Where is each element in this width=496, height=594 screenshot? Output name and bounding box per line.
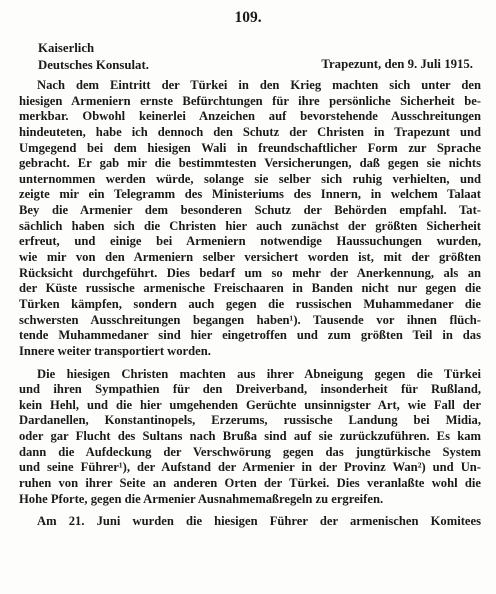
paragraph-gap [19, 360, 481, 367]
paragraph-gap [19, 507, 481, 514]
text-line: und seine Führer¹), der Aufstand der Armenier in der Provinz Wan²) und Un- [19, 460, 481, 475]
text-line: hiesigen Armeniern ernste Befürchtungen für ihre persönliche Sicherheit be- [19, 93, 481, 108]
text-line: unternommen werden würde, solange sie selber sich ruhig verhielten, und [19, 171, 481, 186]
text-line: merkbar. Obwohl keinerlei Anzeichen auf bevorstehende Ausschreitungen [19, 109, 481, 124]
text-line: oder gar Flucht des Sultans nach Brußa sind auf sie zurückzuführen. Es kam [19, 429, 481, 444]
sender-line-1: Kaiserlich [38, 41, 95, 55]
text-line: Nach dem Eintritt der Türkei in den Krieg machten sich unter den [37, 78, 481, 92]
text-line: Rücksicht durchgeführt. Dies bedarf um so mehr der Anerkennung, als an [19, 265, 481, 280]
text-line: gebracht. Er gab mir die bestimmtesten Versicherungen, daß gegen sie nichts [19, 156, 481, 171]
text-line: kein Hehl, und die hier umgehenden Gerüchte unsinnigster Art, wie Fall der [19, 397, 481, 412]
text-line: Türken kämpfen, sondern auch gegen die russischen Muhammedaner die [19, 296, 481, 311]
text-line: der Küste russische armenische Freischaaren in Banden nicht nur gegen die [19, 281, 481, 296]
text-line: und ihren Sympathien für den Dreiverband, insonderheit für Rußland, [19, 382, 481, 397]
text-line: Bey die Armenier dem besonderen Schutz der Behörden empfahl. Tat- [19, 203, 481, 218]
dateline: Trapezunt, den 9. Juli 1915. [321, 57, 473, 71]
sender-line-2: Deutsches Konsulat. [38, 58, 149, 72]
text-line: erfreut, und einige bei Armeniern notwendige Haussuchungen wurden, [19, 234, 481, 249]
text-line: Innere weiter transportiert worden. [19, 343, 211, 358]
text-line: ruhen von ihrer Seite an anderen Orten der Türkei. Dies veranlaßte wohl die [19, 476, 481, 491]
text-line: schwersten Ausschreitungen begangen haben¹). Tausende vor ihnen flüch- [19, 312, 481, 327]
text-line: Am 21. Juni wurden die hiesigen Führer der armenischen Komitees [37, 514, 481, 529]
body-text [19, 78, 481, 530]
text-line: Die hiesigen Christen machten aus ihrer Abneigung gegen die Türkei [37, 366, 481, 381]
text-line: tende Muhammedaner sind hier eingetroffen und zum größten Teil in das [19, 328, 481, 343]
paragraph [19, 78, 481, 360]
text-line: dann die Aufdeckung der Verschwörung gegen das jungtürkische System [19, 444, 481, 459]
page-number: 109. [234, 9, 262, 26]
text-line: wie mir von den Armeniern selber versichert worden ist, mit der größten [19, 250, 481, 265]
text-line: Hohe Pforte, gegen die Armenier Ausnahmemaßregeln zu ergreifen. [19, 491, 384, 506]
text-line: zeigte mir ein Telegramm des Ministeriums des Innern, in welchem Talaat [19, 187, 481, 202]
paragraph [19, 367, 481, 508]
text-line: hindeuteten, habe ich dennoch den Schutz der Christen in Trapezunt und [19, 124, 481, 139]
sender-block [38, 40, 149, 74]
paragraph [19, 514, 481, 530]
text-line: Umgegend bei dem hiesigen Wali in freundschaftlicher Form zur Sprache [19, 140, 481, 155]
text-line: Dardanellen, Konstantinopels, Erzerums, russische Landung bei Midia, [19, 413, 481, 428]
text-line: sächlich haben sich die Christen hier auch zunächst der größten Sicherheit [19, 218, 481, 233]
